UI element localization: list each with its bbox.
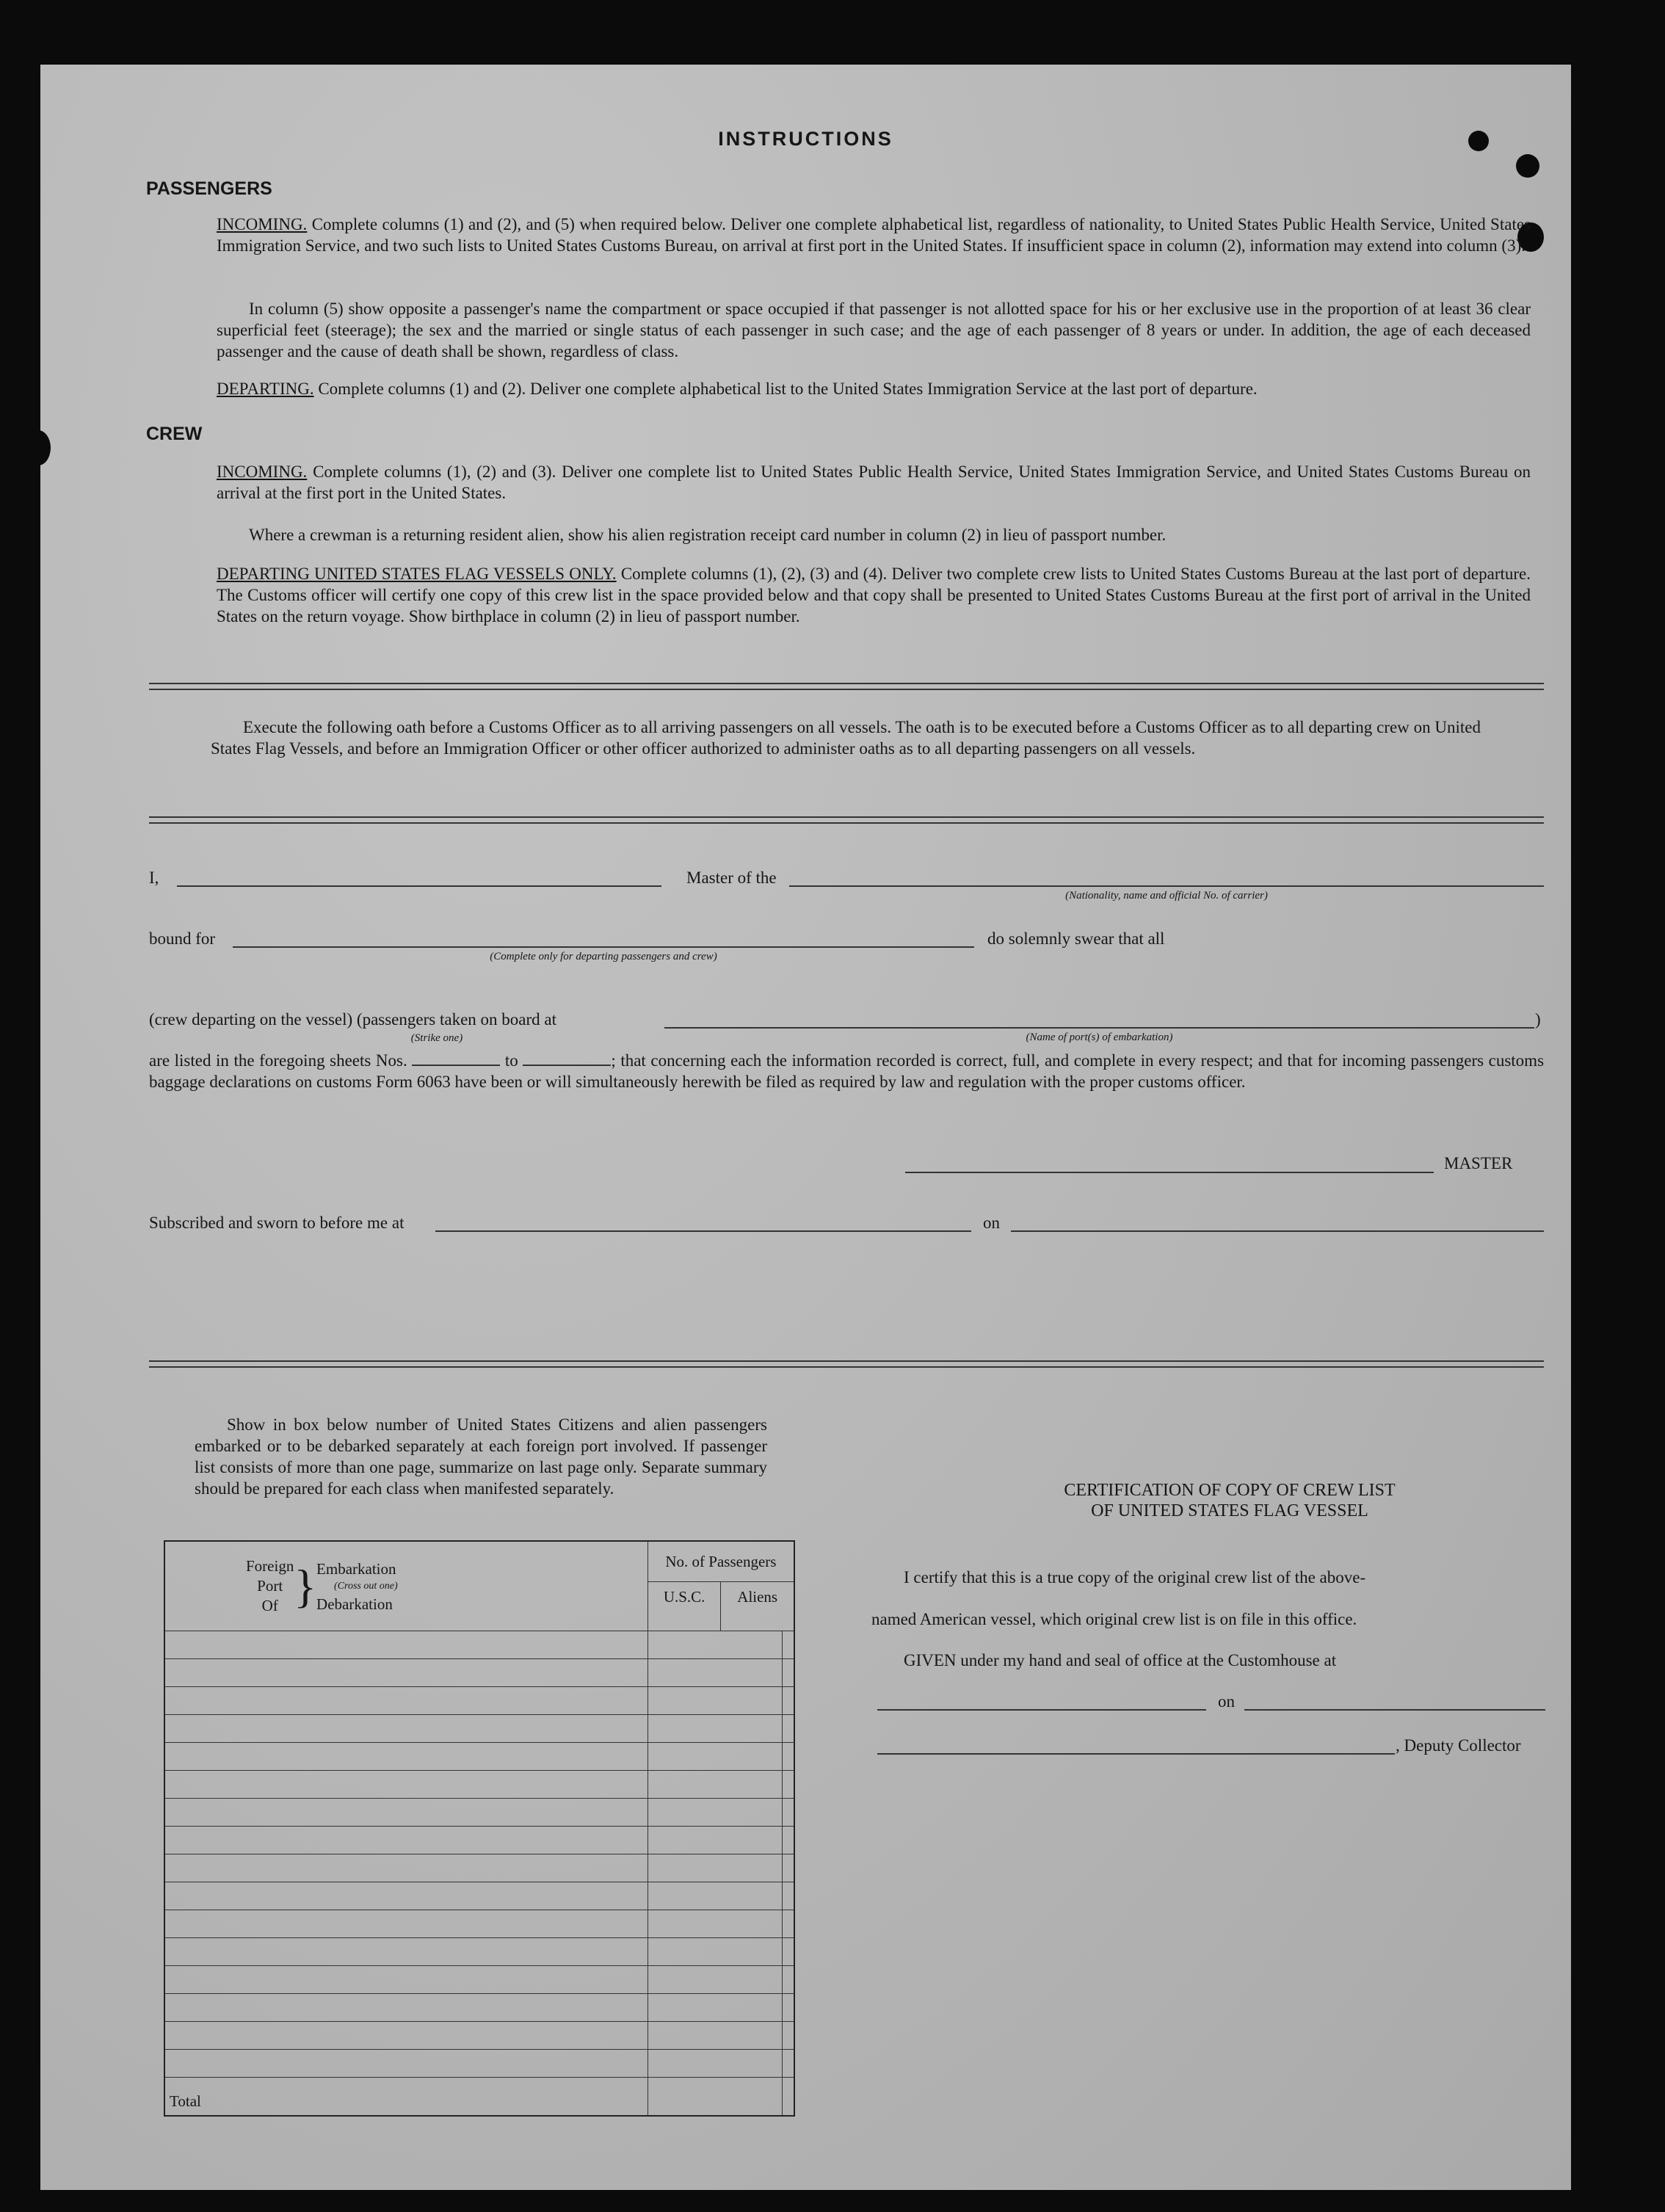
sworn-on-label: on — [983, 1214, 1000, 1232]
usc-cell[interactable] — [648, 2022, 782, 2050]
table-row — [164, 1743, 794, 1771]
passengers-heading: PASSENGERS — [146, 178, 272, 199]
port-cell[interactable] — [164, 1854, 648, 1882]
oath-intro-paragraph — [211, 717, 1481, 759]
sworn-place-field[interactable] — [435, 1230, 971, 1232]
customhouse-field[interactable] — [877, 1709, 1206, 1711]
certify-line-1: I certify that this is a true copy of the original crew list of the above- — [904, 1568, 1366, 1587]
aliens-cell[interactable] — [782, 1715, 794, 1743]
aliens-cell[interactable] — [782, 2022, 794, 2050]
aliens-cell[interactable] — [782, 2050, 794, 2078]
port-cell[interactable] — [164, 1827, 648, 1854]
aliens-cell[interactable] — [782, 1687, 794, 1715]
certification-date-field[interactable] — [1244, 1709, 1545, 1711]
carrier-field[interactable] — [789, 885, 1544, 887]
aliens-cell[interactable] — [782, 1631, 794, 1659]
usc-cell[interactable] — [648, 1966, 782, 1994]
cross-out-caption: (Cross out one) — [334, 1580, 398, 1592]
usc-cell[interactable] — [648, 1799, 782, 1827]
table-row — [164, 1799, 794, 1827]
port-cell[interactable] — [164, 1687, 648, 1715]
strike-one-caption: (Strike one) — [410, 1032, 463, 1044]
total-usc-cell[interactable] — [648, 2078, 782, 2116]
punch-hole — [1516, 154, 1539, 178]
bound-for-label: bound for — [149, 929, 216, 948]
usc-cell[interactable] — [648, 1938, 782, 1966]
section-divider — [149, 683, 1544, 690]
foreign-label: Foreign — [246, 1557, 294, 1575]
usc-cell[interactable] — [648, 2050, 782, 2078]
listed-sheets-label: are listed in the foregoing sheets Nos. — [149, 1051, 407, 1070]
solemnly-swear-label: do solemnly swear that all — [987, 929, 1165, 948]
crew-departing-label: (crew departing on the vessel) (passengers taken on board at — [149, 1010, 556, 1029]
master-of-the-label: Master of the — [686, 869, 777, 887]
master-name-field[interactable] — [177, 885, 661, 887]
port-label: Port — [257, 1577, 283, 1595]
port-cell[interactable] — [164, 1966, 648, 1994]
port-cell[interactable] — [164, 1882, 648, 1910]
bound-for-caption: (Complete only for departing passengers and crew) — [490, 951, 717, 962]
aliens-cell[interactable] — [782, 1659, 794, 1687]
table-row — [164, 1659, 794, 1687]
passengers-incoming-text: Complete columns (1) and (2), and (5) when required below. Deliver one complete alphabetical list, regardless of nationality, to United States Public Health Service, United States Immigration Service, and two such lists to United States Customs Bureau, on arrival at first port in the United States. If insufficient space in column (2), information may extend into column (3). — [217, 215, 1531, 255]
certification-heading-line-1: CERTIFICATION OF COPY OF CREW LIST — [1064, 1481, 1396, 1500]
aliens-cell[interactable] — [782, 1882, 794, 1910]
subscribed-label: Subscribed and sworn to before me at — [149, 1214, 405, 1232]
table-row — [164, 2022, 794, 2050]
summary-note-text: Show in box below number of United States Citizens and alien passengers embarked or to be debarked separately at each foreign port involved. If passenger list consists of more than one page, summarize on last page only. Separate summary should be prepared for each class when manifested separately. — [195, 1415, 767, 1498]
certification-on-label: on — [1218, 1692, 1235, 1711]
crew-incoming-label: INCOMING. — [217, 463, 308, 481]
oath-intro-text: Execute the following oath before a Customs Officer as to all arriving passengers on all vessels. The oath is to be executed before a Customs Officer as to all departing crew on United States Flag Vessels, and before an Immigration Officer or other officer authorized to administer oaths as to all departing passengers on all vessels. — [211, 718, 1481, 758]
aliens-cell[interactable] — [782, 1827, 794, 1854]
usc-cell[interactable] — [648, 1882, 782, 1910]
passengers-column5-paragraph — [217, 298, 1531, 362]
usc-cell[interactable] — [648, 1771, 782, 1799]
port-cell[interactable] — [164, 1631, 648, 1659]
passengers-departing-label: DEPARTING. — [217, 380, 314, 398]
passenger-summary-table — [164, 1540, 795, 2117]
table-row — [164, 1994, 794, 2022]
crew-departing-text: Complete columns (1), (2), (3) and (4). Deliver two complete crew lists to United States Customs Bureau at the last port of departure. The Customs officer will certify one copy of this crew list in the space provided below and that copy shall be presented to United States Customs Bureau at the first port of arrival in the United States on the return voyage. Show birthplace in column (2) in lieu of passport number. — [217, 565, 1531, 625]
oath-listed-paragraph — [149, 1050, 1544, 1092]
port-cell[interactable] — [164, 1799, 648, 1827]
aliens-cell[interactable] — [782, 1966, 794, 1994]
table-row — [164, 1910, 794, 1938]
master-signature-field[interactable] — [905, 1172, 1434, 1173]
aliens-cell[interactable] — [782, 1910, 794, 1938]
port-header-cell — [164, 1541, 648, 1631]
crew-resident-text: Where a crewman is a returning resident alien, show his alien registration receipt card number in column (2) in lieu of passport number. — [249, 526, 1167, 544]
no-of-passengers-label: No. of Passengers — [648, 1542, 794, 1582]
certification-heading-line-2: OF UNITED STATES FLAG VESSEL — [1091, 1501, 1368, 1520]
aliens-label: Aliens — [737, 1588, 778, 1606]
brace-glyph: } — [294, 1559, 317, 1612]
listed-to-label: to — [504, 1051, 518, 1070]
crew-departing-paragraph — [217, 563, 1531, 627]
passengers-departing-text: Complete columns (1) and (2). Deliver one complete alphabetical list to the United States Immigration Service at the last port of departure. — [318, 380, 1258, 398]
usc-cell[interactable] — [648, 1994, 782, 2022]
table-row — [164, 1631, 794, 1659]
crew-heading: CREW — [146, 424, 203, 444]
port-cell[interactable] — [164, 1715, 648, 1743]
of-label: Of — [261, 1597, 278, 1614]
total-aliens-cell[interactable] — [782, 2078, 794, 2116]
table-row — [164, 1882, 794, 1910]
passengers-header-cell — [648, 1541, 794, 1631]
table-row — [164, 1827, 794, 1854]
table-row — [164, 1966, 794, 1994]
certify-line-2: named American vessel, which original crew list is on file in this office. — [871, 1610, 1357, 1628]
usc-cell[interactable] — [648, 1659, 782, 1687]
usc-cell[interactable] — [648, 1827, 782, 1854]
usc-cell[interactable] — [648, 1743, 782, 1771]
master-label: MASTER — [1444, 1154, 1513, 1172]
table-row — [164, 2050, 794, 2078]
port-cell[interactable] — [164, 1771, 648, 1799]
passengers-departing-paragraph — [217, 378, 1531, 399]
port-cell[interactable] — [164, 1659, 648, 1687]
usc-cell[interactable] — [648, 1631, 782, 1659]
total-label: Total — [170, 2092, 201, 2110]
port-cell[interactable] — [164, 2050, 648, 2078]
embarkation-ports-field[interactable] — [664, 1027, 1534, 1029]
certification-heading — [943, 1480, 1516, 1521]
aliens-cell[interactable] — [782, 1938, 794, 1966]
listed-certification-text: ; that concerning each the information recorded is correct, full, and complete in every respect; and that for incoming passengers customs baggage declarations on customs Form 6063 have been or will simultaneously herewith be filed as required by law and regulation with the proper customs officer. — [149, 1051, 1545, 1091]
table-row — [164, 1687, 794, 1715]
table-row — [164, 1771, 794, 1799]
usc-cell[interactable] — [648, 1715, 782, 1743]
debarkation-label: Debarkation — [316, 1595, 393, 1613]
given-line: GIVEN under my hand and seal of office at the Customhouse at — [904, 1651, 1337, 1669]
aliens-cell[interactable] — [782, 1854, 794, 1882]
carrier-caption: (Nationality, name and official No. of carrier) — [1065, 890, 1268, 902]
section-divider — [149, 1360, 1544, 1368]
usc-cell[interactable] — [648, 1910, 782, 1938]
total-label-cell — [164, 2078, 648, 2116]
deputy-collector-signature-field[interactable] — [877, 1753, 1395, 1755]
passengers-column5-text: In column (5) show opposite a passenger's name the compartment or space occupied if that passenger is not allotted space for his or her exclusive use in the proportion of at least 36 clear superficial feet (steerage); the sex and the married or single status of each passenger in such case; and the age of each passenger of 8 years or under. In addition, the age of each deceased passenger and the cause of death shall be shown, regardless of class. — [217, 300, 1531, 360]
port-cell[interactable] — [164, 1743, 648, 1771]
crew-incoming-text: Complete columns (1), (2) and (3). Deliver one complete list to United States Public Health Service, United States Immigration Service, and United States Customs Bureau on arrival at the first port in the United States. — [217, 463, 1531, 502]
table-row — [164, 1715, 794, 1743]
embarkation-label: Embarkation — [316, 1559, 396, 1578]
port-cell[interactable] — [164, 1994, 648, 2022]
aliens-cell[interactable] — [782, 1994, 794, 2022]
section-divider — [149, 816, 1544, 824]
sheet-from-field[interactable] — [412, 1051, 500, 1066]
passengers-incoming-label: INCOMING. — [217, 215, 308, 233]
usc-cell[interactable] — [648, 1854, 782, 1882]
aliens-cell[interactable] — [782, 1743, 794, 1771]
crew-departing-label: DEPARTING UNITED STATES FLAG VESSELS ONLY. — [217, 565, 617, 583]
oath-i-label: I, — [149, 869, 159, 887]
document-page — [40, 65, 1571, 2190]
table-row — [164, 1938, 794, 1966]
usc-cell[interactable] — [648, 1687, 782, 1715]
deputy-collector-label: , Deputy Collector — [1396, 1736, 1521, 1755]
edge-tear — [40, 430, 51, 465]
total-row — [164, 2078, 794, 2116]
ports-caption: (Name of port(s) of embarkation) — [1026, 1031, 1173, 1043]
page-title: INSTRUCTIONS — [718, 128, 893, 150]
sheet-to-field[interactable] — [523, 1051, 611, 1066]
bound-for-field[interactable] — [233, 946, 974, 948]
summary-note-paragraph — [195, 1414, 767, 1499]
crew-resident-paragraph — [217, 524, 1531, 545]
port-cell[interactable] — [164, 2022, 648, 2050]
table-header-row — [164, 1541, 794, 1631]
aliens-cell[interactable] — [782, 1771, 794, 1799]
crew-incoming-paragraph — [217, 461, 1531, 504]
port-cell[interactable] — [164, 1938, 648, 1966]
table-row — [164, 1854, 794, 1882]
usc-label: U.S.C. — [648, 1582, 722, 1631]
passengers-incoming-paragraph — [217, 214, 1531, 256]
close-paren: ) — [1535, 1010, 1541, 1029]
port-cell[interactable] — [164, 1910, 648, 1938]
sworn-date-field[interactable] — [1011, 1230, 1544, 1232]
aliens-cell[interactable] — [782, 1799, 794, 1827]
